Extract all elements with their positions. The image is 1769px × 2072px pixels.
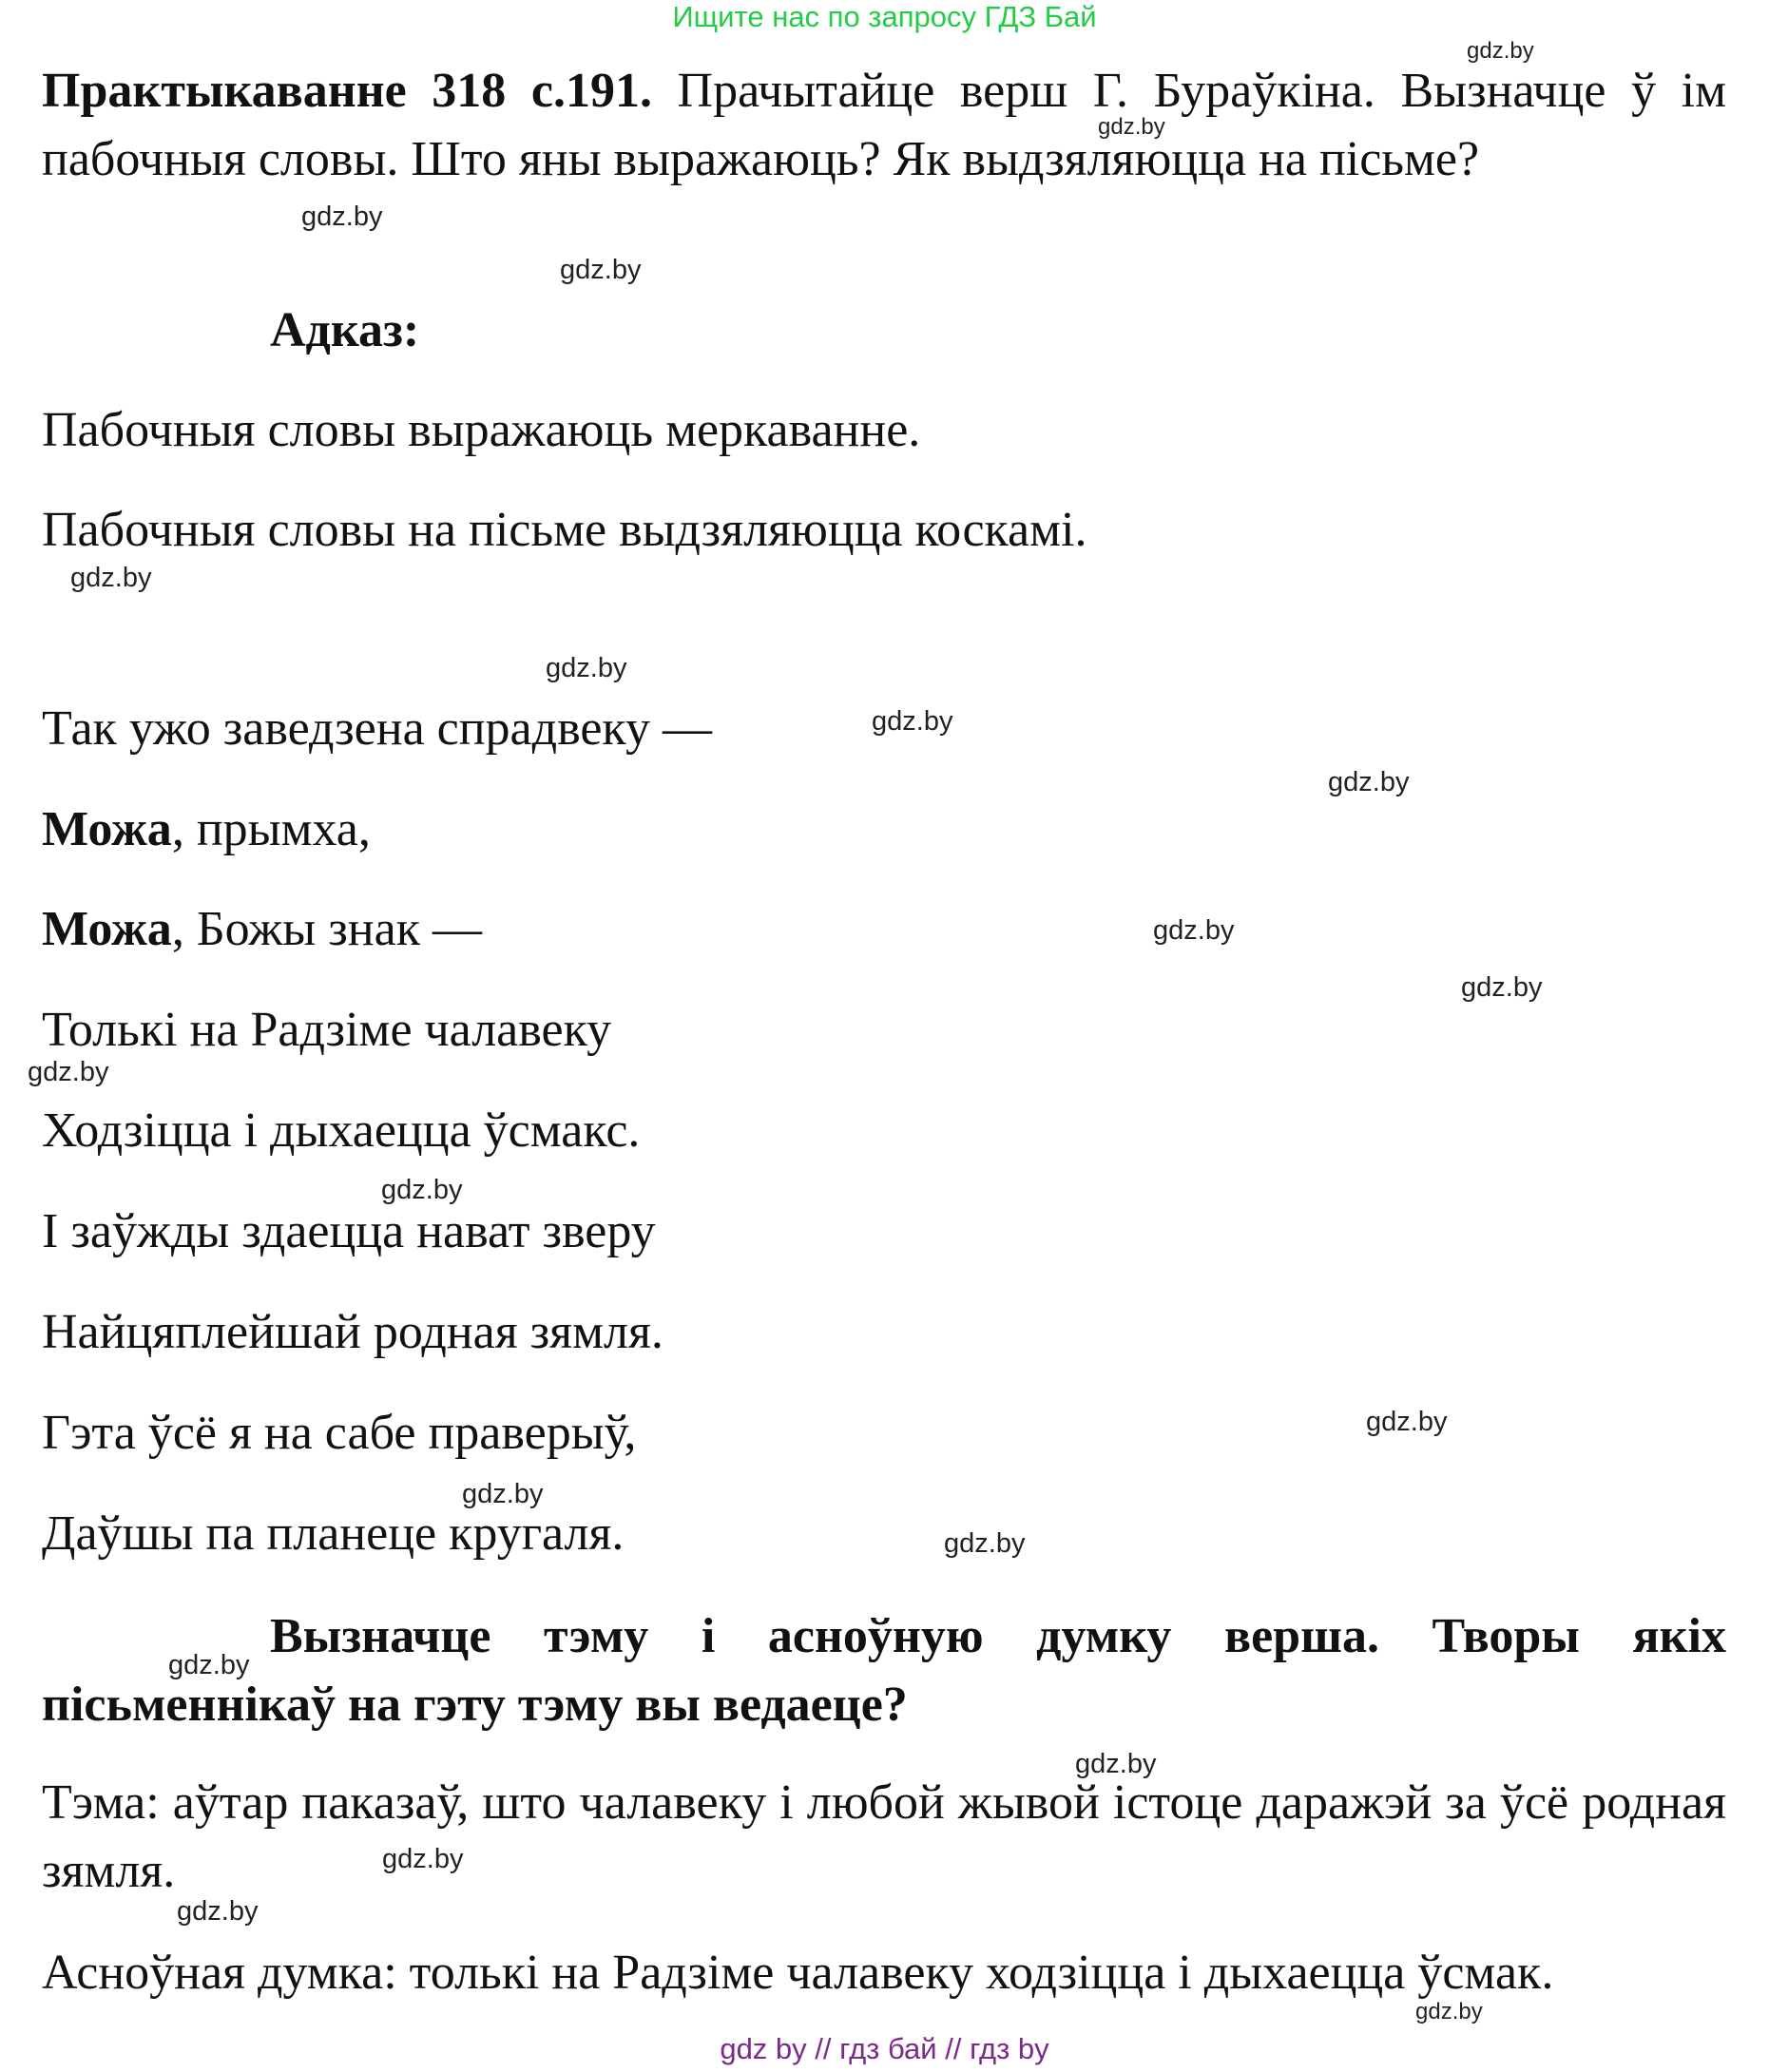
watermark: gdz.by [462, 1479, 544, 1509]
poem-line-2-bold: Можа [42, 802, 172, 856]
theme-text: Тэма: аўтар паказаў, што чалавеку і любой жывой істоце даражэй за ўсё родная зямля. [42, 1775, 1726, 1898]
watermark: gdz.by [944, 1528, 1026, 1559]
top-banner: Ищите нас по запросу ГДЗ Бай [672, 0, 1097, 33]
watermark: gdz.by [560, 255, 642, 285]
poem-line-2 [42, 801, 371, 858]
poem-line-2-rest: , прымха, [171, 802, 371, 856]
task-statement [42, 57, 1726, 194]
poem-line-7: Найцяплейшай родная зямля. [42, 1305, 663, 1359]
watermark: gdz.by [1075, 1749, 1157, 1779]
watermark: gdz.by [177, 1896, 259, 1927]
watermark: gdz.by [872, 706, 953, 737]
poem-line-1: Так ужо заведзена спрадвеку — [42, 701, 712, 756]
watermark: gdz.by [1153, 915, 1235, 946]
footer-separator: // [815, 2032, 832, 2065]
poem-line-9: Даўшы па планеце кругаля. [42, 1506, 625, 1561]
watermark: gdz.by [1328, 767, 1410, 797]
question-2: Вызначце тэму і асноўную думку верша. Творы якіх пісьменнікаў на гэту тэму вы ведаеце? [42, 1609, 1726, 1732]
poem-line-3-bold: Можа [42, 902, 172, 956]
watermark: gdz.by [70, 563, 152, 593]
watermark: gdz.by [381, 1175, 463, 1205]
main-idea-text: Асноўная думка: толькі на Радзіме чалавеку ходзіцца і дыхаецца ўсмак. [42, 1946, 1554, 2000]
answer-line-2: Пабочныя словы на пісьме выдзяляюцца коскамі. [42, 503, 1087, 557]
watermark: gdz.by [28, 1057, 109, 1087]
watermark: gdz.by [1098, 114, 1165, 140]
answer-line-1: Пабочныя словы выражаюць меркаванне. [42, 403, 921, 457]
poem-line-3 [42, 901, 482, 958]
watermark: gdz.by [1415, 1999, 1483, 2024]
watermark: gdz.by [382, 1844, 464, 1874]
watermark: gdz.by [301, 201, 383, 232]
watermark: gdz.by [1461, 972, 1543, 1003]
footer [0, 2032, 1769, 2066]
footer-link-2[interactable]: гдз бай [839, 2032, 937, 2065]
answer-heading: Адказ: [270, 303, 420, 357]
watermark: gdz.by [546, 653, 627, 683]
watermark: gdz.by [1366, 1407, 1448, 1437]
task-text: Прачытайце верш Г. Бураўкіна. Вызначце ў ім пабочныя словы. Што яны выражаюць? Як выдзяляюцца на пісьме? [42, 64, 1726, 186]
poem-line-3-rest: , Божы знак — [171, 902, 482, 956]
poem-line-5: Ходзіцца і дыхаецца ўсмакс. [42, 1103, 641, 1158]
footer-link-3[interactable]: гдз by [970, 2032, 1049, 2065]
footer-link-1[interactable]: gdz by [720, 2032, 807, 2065]
watermark: gdz.by [1467, 38, 1534, 64]
footer-separator: // [945, 2032, 962, 2065]
poem-line-8: Гэта ўсё я на сабе праверыў, [42, 1406, 637, 1460]
poem-line-6: І заўжды здаецца нават зверу [42, 1204, 656, 1258]
watermark: gdz.by [168, 1650, 250, 1680]
task-title: Практыкаванне 318 с.191. [42, 64, 652, 118]
poem-line-4: Толькі на Радзіме чалавеку [42, 1003, 612, 1057]
